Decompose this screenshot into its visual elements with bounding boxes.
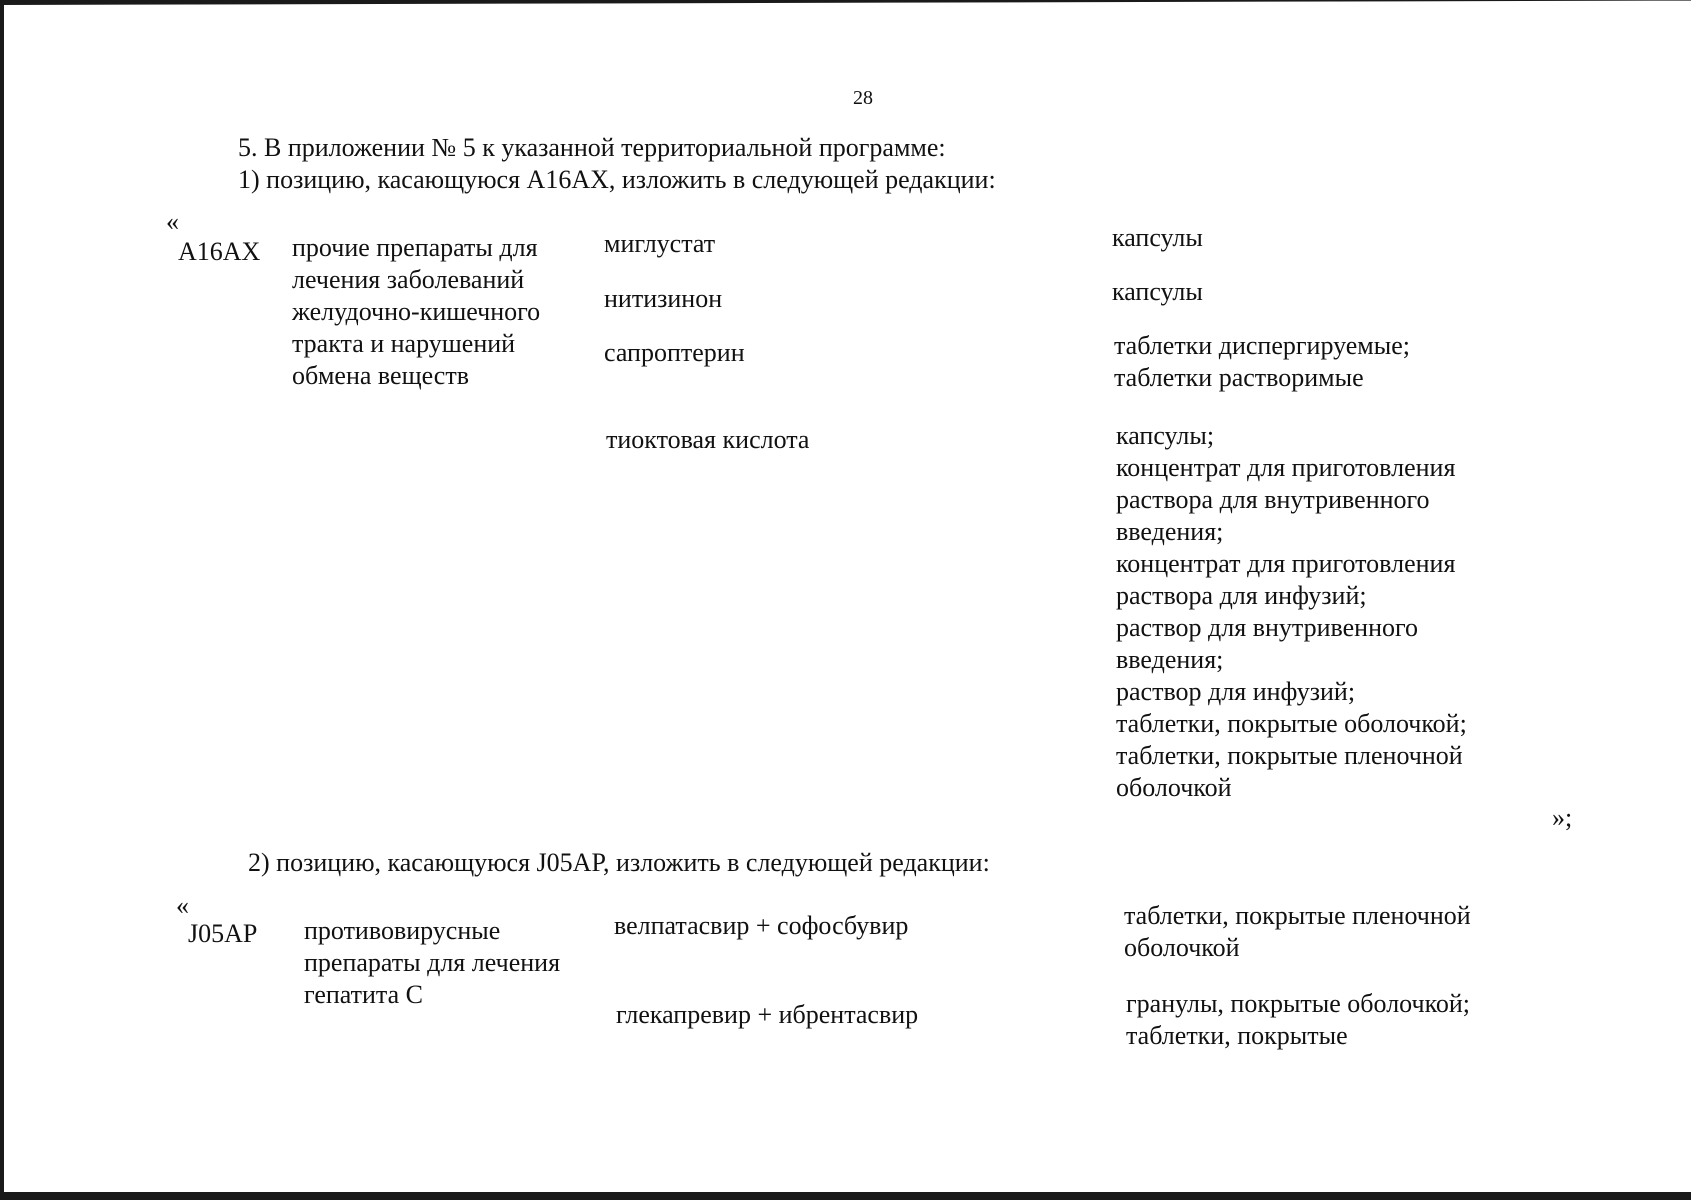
intro-line-3: 2) позицию, касающуюся J05AP, изложить в следующей редакции:	[248, 848, 990, 877]
intro-line-1: 5. В приложении № 5 к указанной территориальной программе:	[238, 133, 946, 162]
section1-form-3: таблетки диспергируемые; таблетки растворимые	[1114, 331, 1410, 392]
section2-form-2: гранулы, покрытые оболочкой; таблетки, покрытые	[1126, 989, 1471, 1050]
section1-drug-2: нитизинон	[604, 284, 723, 313]
intro-line-2: 1) позицию, касающуюся А16АХ, изложить в следующей редакции:	[238, 165, 996, 194]
section2-drug-1: велпатасвир + софосбувир	[614, 911, 909, 940]
scan-edge-left	[0, 0, 4, 1200]
scan-edge-top	[0, 0, 1691, 5]
section1-group-name: прочие препараты для лечения заболеваний желудочно-кишечного тракта и нарушений обмена веществ	[292, 233, 541, 390]
section2-drug-2: глекапревир + ибрентасвир	[616, 1000, 919, 1029]
section2-open-quote: «	[176, 891, 189, 920]
section1-form-4: капсулы; концентрат для приготовления раствора для внутривенного введения; концентрат для приготовления раствора для инфузий; раствор для внутривенного введения; раствор для инфузий; таблетки, покрытые оболочкой; таблетки, покрытые пленочной оболочкой	[1116, 421, 1467, 802]
scan-edge-bottom	[0, 1192, 1691, 1200]
page-number: 28	[853, 87, 873, 109]
section1-drug-1: миглустат	[604, 229, 716, 258]
section1-open-quote: «	[166, 207, 179, 236]
section2-form-1: таблетки, покрытые пленочной оболочкой	[1124, 901, 1471, 962]
section1-drug-4: тиоктовая кислота	[606, 425, 810, 454]
section1-drug-3: сапроптерин	[604, 338, 745, 367]
section1-form-2: капсулы	[1112, 277, 1203, 306]
section2-group-name: противовирусные препараты для лечения гепатита С	[304, 916, 561, 1009]
section1-code: А16АХ	[178, 237, 261, 266]
section1-close-quote: »;	[1552, 803, 1573, 832]
section1-form-1: капсулы	[1112, 223, 1203, 252]
section2-code: J05AP	[188, 919, 258, 948]
